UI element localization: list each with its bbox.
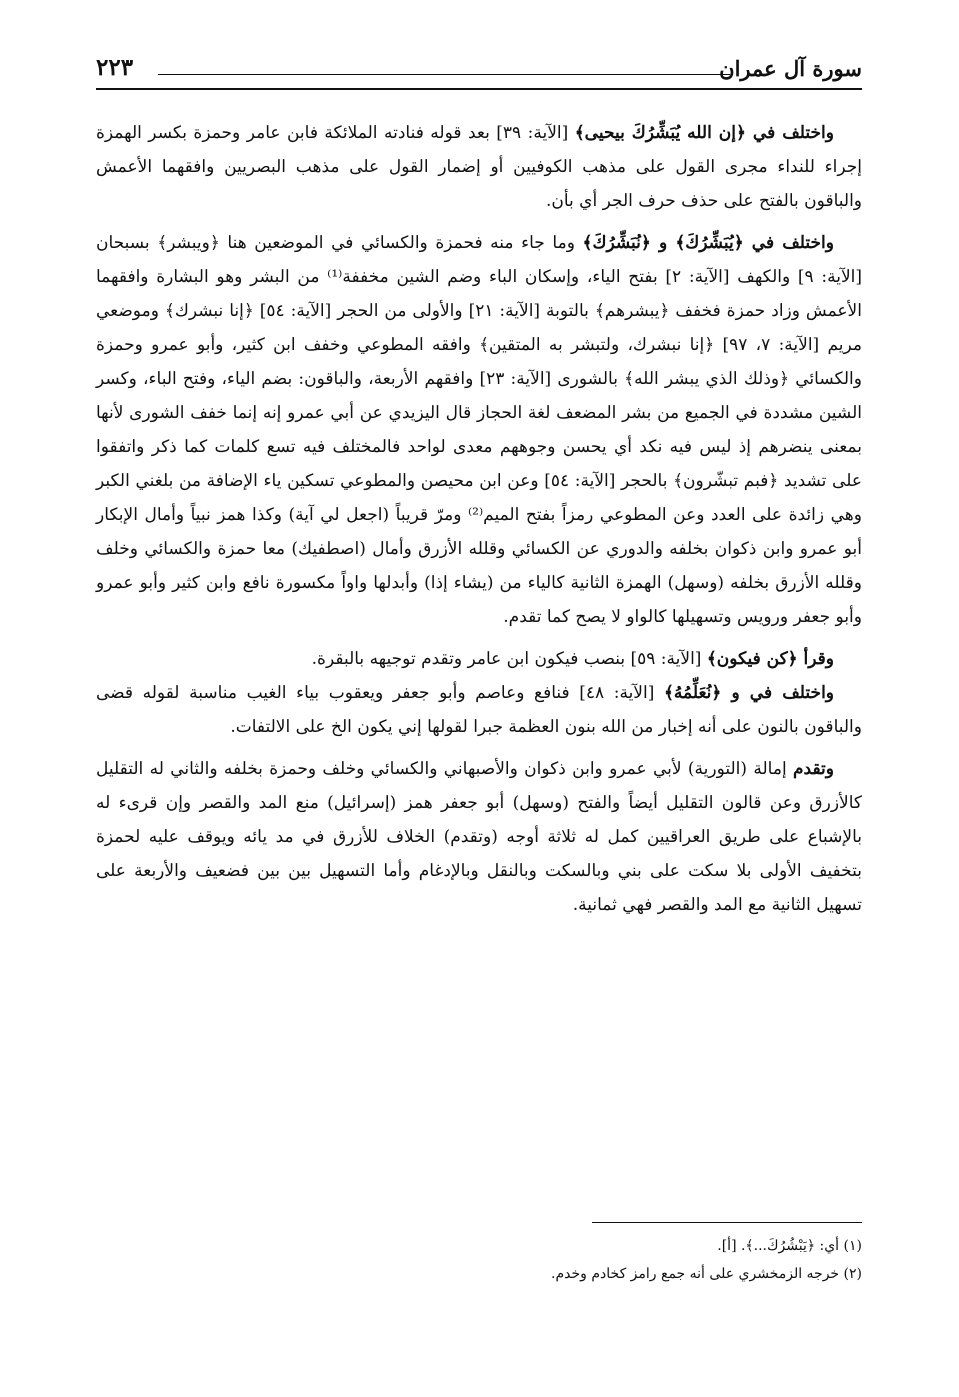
paragraph-5 bbox=[96, 752, 862, 922]
main-text bbox=[96, 116, 862, 930]
paragraph-4 bbox=[96, 676, 862, 744]
page-number: ٢٢٣ bbox=[96, 54, 134, 81]
paragraph-3-lead: وقرأ ﴿كن فيكون﴾ bbox=[706, 649, 834, 669]
running-header bbox=[96, 52, 862, 88]
footnotes bbox=[96, 1232, 862, 1288]
paragraph-1-lead: واختلف في ﴿إن الله يُبَشِّرُكَ بيحيى﴾ bbox=[574, 123, 834, 143]
header-line bbox=[158, 74, 730, 75]
paragraph-2-text: وما جاء منه فحمزة والكسائي في الموضعين هنا ﴿ويبشر﴾ بسبحان [الآية: ٩] والكهف [الآية: ٢] بفتح الياء، وإسكان الباء وضم الشين مخففة⁽¹⁾ من البشر وهو البشارة وافقهما الأعمش وزاد حمزة فخفف ﴿يبشرهم﴾ بالتوبة [الآية: ٢١] والأولى من الحجر [الآية: ٥٤] ﴿إنا نبشرك﴾ وموضعي مريم [الآية: ٧، ٩٧] ﴿إنا نبشرك، ولتبشر به المتقين﴾ وافقه المطوعي وخفف ابن كثير، وأبو عمرو وحمزة والكسائي ﴿وذلك الذي يبشر الله﴾ بالشورى [الآية: ٢٣] وافقهم الأربعة، والباقون: بضم الياء، وفتح الباء، وكسر الشين مشددة في الجميع من بشر المضعف لغة الحجاز قال اليزيدي عن أبي عمرو إنه إنما خفف الشورى لأنها بمعنى ينضرهم إذ ليس فيه نكد أي يحسن وجوههم معدى لواحد فالمختلف فيه تسع كلمات كما ذكر واتفقوا على تشديد ﴿فبم تبشّرون﴾ بالحجر [الآية: ٥٤] وعن ابن محيصن والمطوعي تسكين ياء الإضافة من بلغني الكبر وهي زائدة على العدد وعن المطوعي رمزاً بفتح الميم⁽²⁾ ومرّ قريباً (اجعل لي آية) وكذا همز نبياً وأمال الإبكار أبو عمرو وابن ذكوان بخلفه والدوري عن الكسائي وقلله الأزرق وأمال (اصطفيك) معا حمزة والكسائي وخلف وقلله الأزرق بخلفه (وسهل) الهمزة الثانية كالياء من (يشاء إذا) وأبدلها واواً مكسورة نافع وابن كثير وأبو عمرو وأبو جعفر ورويس وتسهيلها كالواو لا يصح كما تقدم. bbox=[96, 233, 863, 627]
paragraph-1-text: [الآية: ٣٩] بعد قوله فنادته الملائكة فابن عامر وحمزة بكسر الهمزة إجراء للنداء مجرى القول على مذهب الكوفيين أو إضمار القول على مذهب البصريين وافقهما الأعمش والباقون بالفتح على حذف حرف الجر أي بأن. bbox=[96, 123, 862, 211]
paragraph-1 bbox=[96, 116, 862, 218]
footnote-2: (٢) خرجه الزمخشري على أنه جمع رامز كخادم وخدم. bbox=[551, 1266, 862, 1282]
paragraph-3 bbox=[96, 642, 862, 676]
paragraph-5-text: إمالة (التورية) لأبي عمرو وابن ذكوان والأصبهاني والكسائي وخلف وحمزة بخلفه والثاني له التقليل كالأزرق وعن قالون التقليل أيضاً والفتح (وسهل) أبو جعفر همز (إسرائيل) منع المد والقصر وإن قرىء له بالإشباع على طريق العراقيين كمل له ثلاثة أوجه (وتقدم) الخلاف للأزرق في مد يائه ويوقف عليه لحمزة بتخفيف الأولى بلا سكت على بني وبالسكت وبالنقل وبالإدغام وأما التسهيل بين بين فضعيف والأربعة على تسهيل الثانية مع المد والقصر فهي ثمانية. bbox=[96, 759, 862, 915]
paragraph-2-lead: واختلف في ﴿يُبَشِّرُكَ﴾ و ﴿نُبَشِّرُكَ﴾ bbox=[582, 233, 834, 253]
paragraph-4-lead: واختلف في و ﴿نُعَلِّمُهُ﴾ bbox=[663, 683, 834, 703]
header-rule bbox=[96, 88, 862, 90]
footnote-1: (١) أي: ﴿يَبْشُرُكَ...﴾. [أ]. bbox=[717, 1238, 862, 1254]
paragraph-2 bbox=[96, 226, 862, 634]
paragraph-4-text: [الآية: ٤٨] فنافع وعاصم وأبو جعفر ويعقوب بياء الغيب مناسبة لقوله قضى والباقون بالنون على أنه إخبار من الله بنون العظمة جبرا لقولها إني يكون الخ على الالتفات. bbox=[96, 683, 862, 737]
surah-title: سورة آل عمران bbox=[719, 56, 862, 81]
paragraph-5-lead: وتقدم bbox=[793, 759, 834, 779]
paragraph-3-text: [الآية: ٥٩] بنصب فيكون ابن عامر وتقدم توجيهه بالبقرة. bbox=[311, 649, 707, 669]
footnote-rule bbox=[592, 1222, 862, 1223]
